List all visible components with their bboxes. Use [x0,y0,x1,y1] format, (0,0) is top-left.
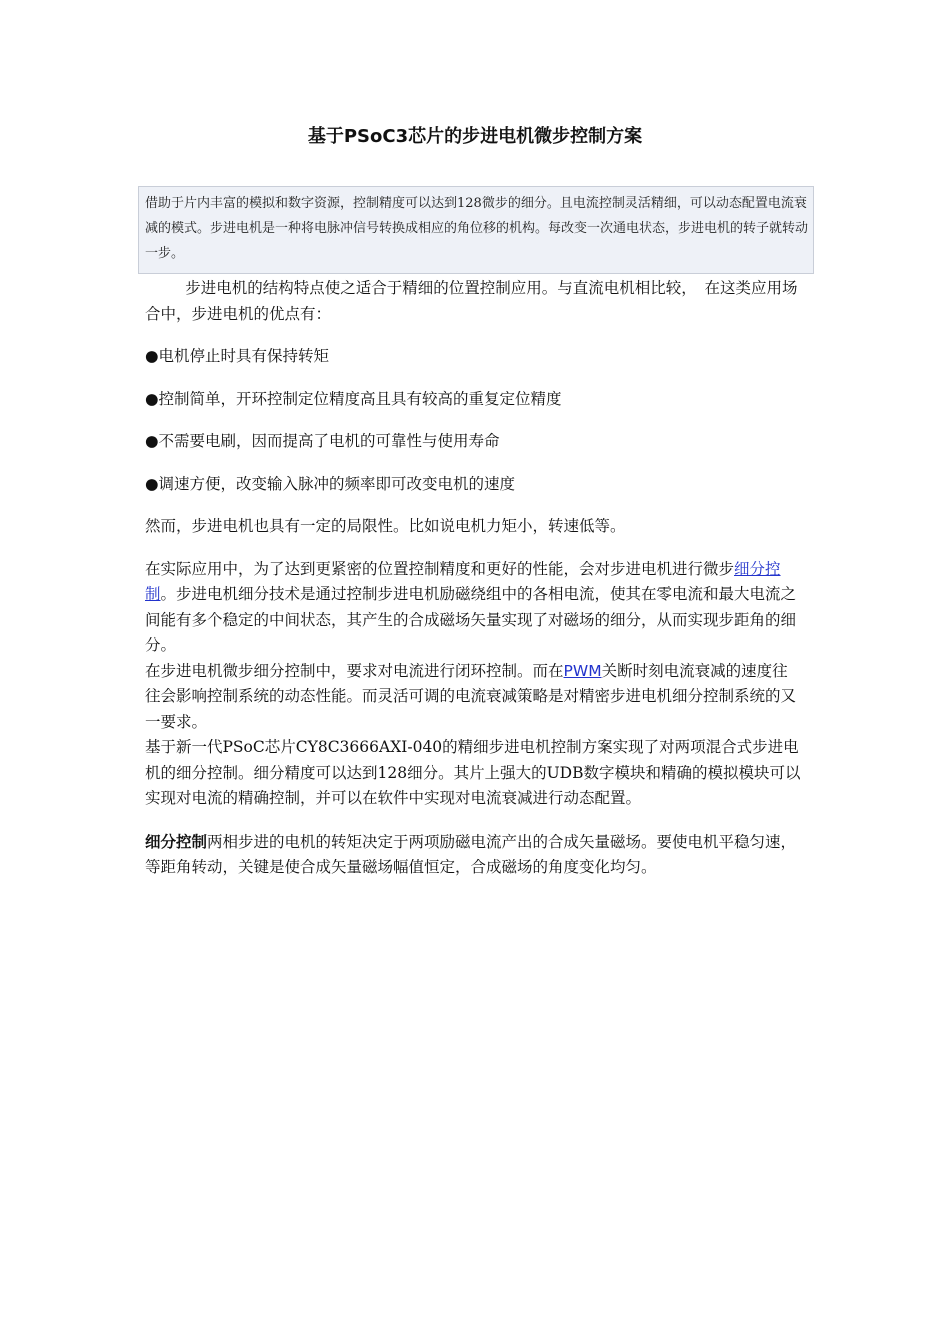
psoc-paragraph: 基于新一代PSoC芯片CY8C3666AXI-040的精细步进电机控制方案实现了对两项混合式步进电机的细分控制。细分精度可以达到128细分。其片上强大的UDB数字模块和精确的模拟模块可以实现对电流的精确控制，并可以在软件中实现对电流衰减进行动态配置。 [145,738,801,807]
pwm-text-before: 在步进电机微步细分控制中，要求对电流进行闭环控制。而在 [145,661,564,680]
pwm-link[interactable]: PWM [563,661,602,680]
advantage-item-holding-torque: ●电机停止时具有保持转矩 [145,347,330,365]
microstep-control-link[interactable]: 细分控制 [145,559,781,603]
microstep-paragraph [145,557,803,659]
microstep-text-before: 在实际应用中，为了达到更紧密的位置控制精度和更好的性能，会对步进电机进行微步 [145,559,735,578]
document-body [145,276,803,881]
limitation-paragraph: 然而，步进电机也具有一定的局限性。比如说电机力矩小，转速低等。 [145,517,626,535]
document-title: 基于PSoC3芯片的步进电机微步控制方案 [307,126,643,147]
pwm-text-after: 关断时刻电流衰减的速度往往会影响控制系统的动态性能。而灵活可调的电流衰减策略是对精密步进电机细分控制系统的又一要求。 [145,661,797,731]
advantage-item-simple-control: ●控制简单，开环控制定位精度高且具有较高的重复定位精度 [145,389,562,408]
summary-box: 借助于片内丰富的模拟和数字资源，控制精度可以达到128微步的细分。且电流控制灵活精细，可以动态配置电流衰减的模式。步进电机是一种将电脉冲信号转换成相应的角位移的机构。每改变一次通电状态，步进电机的转子就转动一步。 [138,186,814,274]
advantage-item-speed-control: ●调速方便，改变输入脉冲的频率即可改变电机的速度 [145,474,516,493]
control-paragraph [145,829,803,881]
advantage-item-no-brushes: ●不需要电刷，因而提高了电机的可靠性与使用寿命 [145,432,500,450]
control-text: 两相步进的电机的转矩决定于两项励磁电流产出的合成矢量磁场。要使电机平稳匀速，等距角转动，关键是使合成矢量磁场幅值恒定，合成磁场的角度变化均匀。 [145,832,797,876]
microstep-text-after: 。步进电机细分技术是通过控制步进电机励磁绕组中的各相电流，使其在零电流和最大电流之间能有多个稳定的中间状态，其产生的合成磁场矢量实现了对磁场的细分，从而实现步距角的细分。 [145,585,797,654]
intro-paragraph: 步进电机的结构特点使之适合于精细的位置控制应用。与直流电机相比较， 在这类应用场合中，步进电机的优点有： [145,279,798,323]
pwm-paragraph [145,659,803,736]
control-bold-label: 细分控制 [145,831,208,851]
